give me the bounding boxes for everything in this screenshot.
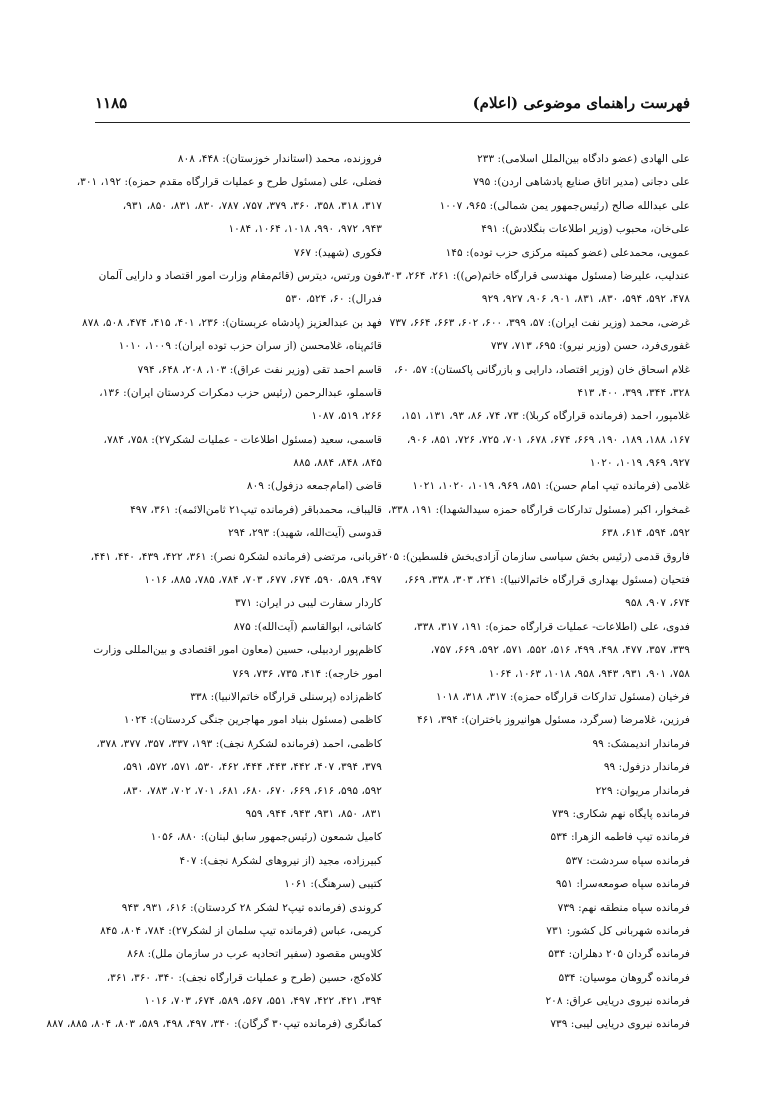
index-entry-line: ۹۲۷، ۹۶۹، ۱۰۱۹، ۱۰۲۰ bbox=[589, 457, 690, 470]
index-entry-line: فرمانده گروهان موسیان: ۵۳۴ bbox=[558, 971, 690, 984]
index-entry-line: غفوری‌فرد، حسن (وزیر نیرو): ۶۹۵، ۷۱۳، ۷۳۷ bbox=[490, 340, 690, 353]
index-entry-line: فدرال): ۶۰، ۵۲۴، ۵۳۰ bbox=[285, 293, 382, 306]
index-entry-line: فرزین، غلامرضا (سرگرد، مسئول هوانیروز باختران): ۳۹۴، ۴۶۱ bbox=[416, 714, 690, 727]
index-entry-line: قربانی، مرتضی (فرمانده لشکر۵ نصر): ۳۶۱، ۴۲۲، ۴۳۹، ۴۴۰، ۴۴۱، bbox=[90, 550, 382, 563]
index-entry-line: قالیباف، محمدباقر (فرمانده تیپ۲۱ ثامن‌الائمه): ۳۶۱، ۴۹۷ bbox=[130, 503, 382, 516]
index-entry-line: امور خارجه): ۴۱۴، ۷۳۵، ۷۳۶، ۷۶۹ bbox=[232, 667, 382, 680]
index-entry-line: فرمانده پایگاه نهم شکاری: ۷۳۹ bbox=[552, 807, 690, 820]
index-entry-line: ۳۳۹، ۳۵۷، ۴۷۷، ۴۹۸، ۴۹۹، ۵۱۶، ۵۵۲، ۵۷۱، ۵۹۲، ۶۶۹، ۷۵۷، bbox=[430, 644, 690, 657]
index-entry-line: فرمانده نیروی دریایی لیبی: ۷۳۹ bbox=[550, 1018, 690, 1031]
index-entry-line: قاسم احمد تقی (وزیر نفت عراق): ۱۰۳، ۲۰۸، ۶۴۸، ۷۹۴ bbox=[137, 363, 382, 376]
index-entry-line: غلامی (فرمانده تیپ امام حسن): ۸۵۱، ۹۶۹، ۱۰۱۹، ۱۰۲۰، ۱۰۲۱ bbox=[412, 480, 690, 493]
index-entry-line: علی الهادی (عضو دادگاه بین‌الملل اسلامی): ۲۳۳ bbox=[477, 153, 690, 165]
index-entry-line: کاظم‌پور اردبیلی، حسین (معاون امور اقتصادی و بین‌المللی وزارت bbox=[93, 644, 382, 657]
index-entry-line: کریمی، عباس (فرمانده تیپ سلمان از لشکر۲۷): ۷۸۴، ۸۰۴، ۸۴۵ bbox=[100, 924, 382, 937]
index-entry-line: فرمانده تیپ فاطمه الزهرا: ۵۳۴ bbox=[550, 831, 690, 844]
index-entry-line: فرمانده شهربانی کل کشور: ۷۳۱ bbox=[546, 924, 690, 937]
index-entry-line: قاضی (امام‌جمعه دزفول): ۸۰۹ bbox=[246, 480, 382, 493]
index-entry-line: قائم‌پناه، غلامحسن (از سران حزب توده ایران): ۱۰۰۹، ۱۰۱۰ bbox=[118, 340, 382, 353]
page-number: ۱۱۸۵ bbox=[95, 94, 128, 112]
index-entry-line: کبیرزاده، مجید (از نیروهای لشکر۸ نجف): ۴۰۷ bbox=[179, 854, 382, 867]
index-entry-line: فاروق قدمی (رئیس بخش سیاسی سازمان آزادی‌بخش فلسطین): ۲۰۵ bbox=[382, 550, 690, 563]
index-entry-line: ۱۶۷، ۱۸۸، ۱۸۹، ۱۹۰، ۶۶۹، ۶۷۴، ۶۷۸، ۷۰۱، ۷۲۵، ۷۲۶، ۸۵۱، ۹۰۶، bbox=[406, 433, 690, 446]
index-entry-line: ۹۴۳، ۹۷۲، ۹۹۰، ۱۰۱۸، ۱۰۶۴، ۱۰۸۴ bbox=[228, 223, 382, 236]
index-entry-line: فرمانده سپاه صومعه‌سرا: ۹۵۱ bbox=[555, 878, 690, 891]
index-entry-line: فکوری (شهید): ۷۶۷ bbox=[294, 246, 382, 259]
index-entry-line: ۸۴۵، ۸۴۸، ۸۸۴، ۸۸۵ bbox=[293, 457, 382, 470]
index-entry-line: کاظمی، احمد (فرمانده لشکر۸ نجف): ۱۹۳، ۳۳۷، ۳۵۷، ۳۷۷، ۳۷۸، bbox=[96, 737, 382, 750]
index-entry-line: کلاویس مقصود (سفیر اتحادیه عرب در سازمان ملل): ۸۶۸ bbox=[127, 948, 382, 961]
index-entry-line: ۵۹۲، ۵۹۵، ۶۱۶، ۶۶۹، ۶۷۰، ۶۸۰، ۶۸۱، ۷۰۱، ۷۰۲، ۷۸۳، ۸۳۰، bbox=[122, 784, 382, 797]
index-entry-line: علی‌خان، محبوب (وزیر اطلاعات بنگلادش): ۴۹۱ bbox=[481, 223, 690, 236]
index-entry-line: ۴۷۸، ۵۹۲، ۵۹۴، ۸۳۰، ۸۳۱، ۹۰۱، ۹۰۶، ۹۲۷، ۹۲۹ bbox=[481, 293, 690, 306]
index-entry-line: ۶۷۴، ۹۰۷، ۹۵۸ bbox=[625, 597, 690, 610]
index-entry-line: ۲۶۶، ۵۱۹، ۱۰۸۷ bbox=[311, 410, 382, 423]
index-entry-line: ۳۲۸، ۳۴۴، ۳۹۹، ۴۰۰، ۴۱۳ bbox=[577, 386, 690, 399]
index-entry-line: فضلی، علی (مسئول طرح و عملیات قرارگاه مقدم حمزه): ۱۹۲، ۳۰۱، bbox=[76, 176, 382, 189]
index-entry-line: ۴۹۷، ۵۸۹، ۵۹۰، ۶۷۴، ۶۷۷، ۷۰۳، ۷۸۴، ۷۸۵، ۸۸۵، ۱۰۱۶ bbox=[144, 574, 382, 587]
index-entry-line: علی دجانی (مدیر اتاق صنایع پادشاهی اردن): ۷۹۵ bbox=[473, 176, 690, 189]
index-entry-line: غرضی، محمد (وزیر نفت ایران): ۵۷، ۳۹۹، ۶۰۰، ۶۰۲، ۶۶۳، ۶۶۴، ۷۳۷ bbox=[389, 316, 690, 329]
index-entry-line: فرمانده نیروی دریایی عراق: ۲۰۸ bbox=[545, 995, 690, 1008]
index-entry-line: غلام اسحاق خان (وزیر اقتصاد، دارایی و بازرگانی پاکستان): ۵۷، ۶۰، bbox=[394, 363, 690, 376]
index-entry-line: فرماندار مریوان: ۲۲۹ bbox=[595, 784, 690, 797]
index-entry-line: کروندی (فرمانده تیپ۲ لشکر ۲۸ کردستان): ۶۱۶، ۹۳۱، ۹۴۳ bbox=[121, 901, 382, 914]
index-entry-line: فون ورتس، دیترس (قائم‌مقام وزارت امور اقتصاد و دارایی آلمان bbox=[98, 269, 382, 282]
index-entry-line: کاشانی، ابوالقاسم (آیت‌الله): ۸۷۵ bbox=[233, 620, 382, 633]
index-entry-line: فرمانده سپاه سردشت: ۵۳۷ bbox=[565, 854, 690, 867]
index-entry-line: ۳۱۷، ۳۱۸، ۳۵۸، ۳۶۰، ۳۷۹، ۷۵۷، ۷۸۷، ۸۳۰، ۸۳۱، ۸۵۰، ۹۳۱، bbox=[122, 199, 382, 212]
index-entry-line: ۳۷۹، ۳۹۴، ۴۰۷، ۴۴۲، ۴۴۳، ۴۴۴، ۴۶۲، ۵۳۰، ۵۷۱، ۵۷۲، ۵۹۱، bbox=[122, 761, 382, 774]
index-entry-line: فرخیان (مسئول تدارکات قرارگاه حمزه): ۳۱۷، ۳۱۸، ۱۰۱۸ bbox=[435, 690, 690, 703]
index-entry-line: کمانگری (فرمانده تیپ۳۰ گرگان): ۳۴۰، ۴۹۷، ۴۹۸، ۵۸۹، ۸۰۳، ۸۰۴، ۸۸۵، ۸۸۷ bbox=[46, 1018, 382, 1031]
index-entry-line: کاظمی (مسئول بنیاد امور مهاجرین جنگی کردستان): ۱۰۲۴ bbox=[123, 714, 382, 727]
index-entry-line: فرمانده سپاه منطقه نهم: ۷۳۹ bbox=[557, 901, 690, 914]
index-entry-line: فدوی، علی (اطلاعات- عملیات قرارگاه حمزه): ۱۹۱، ۳۱۷، ۳۳۸، bbox=[413, 620, 690, 633]
index-entry-line: کاردار سفارت لیبی در ایران: ۳۷۱ bbox=[235, 597, 382, 610]
index-entry-line: ۸۳۱، ۸۵۰، ۹۳۱، ۹۴۳، ۹۴۴، ۹۵۹ bbox=[245, 807, 382, 820]
index-entry-line: کامیل شمعون (رئیس‌جمهور سابق لبنان): ۸۸۰، ۱۰۵۶ bbox=[150, 831, 382, 844]
index-entry-line: فرماندار اندیمشک: ۹۹ bbox=[592, 737, 690, 750]
index-entry-line: عمویی، محمدعلی (عضو کمیته مرکزی حزب توده): ۱۴۵ bbox=[445, 246, 690, 259]
index-entry-line: کلاه‌کج، حسین (طرح و عملیات قرارگاه نجف): ۳۴۰، ۳۶۰، ۳۶۱، bbox=[106, 971, 382, 984]
page-title: فهرست راهنمای موضوعی (اعلام) bbox=[472, 94, 690, 112]
index-entry-line: قاسمی، سعید (مسئول اطلاعات - عملیات لشکر۲۷): ۷۵۸، ۷۸۴، bbox=[103, 433, 382, 446]
page-header bbox=[95, 94, 690, 118]
index-entry-line: فروزنده، محمد (استاندار خوزستان): ۴۴۸، ۸۰۸ bbox=[177, 153, 382, 165]
index-entry-line: غمخوار، اکبر (مسئول تدارکات قرارگاه حمزه سیدالشهدا): ۱۹۱، ۳۳۸، bbox=[387, 503, 690, 516]
index-entry-line: کاظم‌زاده (پرسنلی قرارگاه خاتم‌الانبیا): ۳۳۸ bbox=[190, 690, 382, 703]
index-entry-line: قدوسی (آیت‌الله، شهید): ۲۹۳، ۲۹۴ bbox=[228, 527, 382, 540]
index-entry-line: کتیبی (سرهنگ): ۱۰۶۱ bbox=[284, 878, 382, 891]
index-entry-line: ۳۹۴، ۴۲۱، ۴۲۲، ۴۹۷، ۵۵۱، ۵۶۷، ۵۸۹، ۶۷۴، ۷۰۳، ۱۰۱۶ bbox=[144, 995, 382, 1008]
index-column-right bbox=[381, 148, 690, 1037]
index-entry-line: غلامپور، احمد (فرمانده قرارگاه کربلا): ۷۳، ۷۴، ۸۶، ۹۳، ۱۳۱، ۱۵۱، bbox=[401, 410, 690, 423]
index-entry-line: فتحیان (مسئول بهداری قرارگاه خاتم‌الانبیا): ۲۴۱، ۳۰۳، ۳۳۸، ۶۶۹، bbox=[404, 574, 690, 587]
index-entry-line: قاسملو، عبدالرحمن (رئیس حزب دمکرات کردستان ایران): ۱۳۶، bbox=[99, 386, 382, 399]
index-entry-line: فرماندار دزفول: ۹۹ bbox=[603, 761, 690, 774]
index-entry-line: عندلیب، علیرضا (مسئول مهندسی قرارگاه خاتم(ص)): ۲۶۱، ۲۶۴، ۳۰۳، bbox=[381, 269, 690, 282]
index-entry-line: ۵۹۲، ۵۹۴، ۶۱۴، ۶۳۸ bbox=[601, 527, 690, 540]
index-entry-line: علی عبدالله صالح (رئیس‌جمهور یمن شمالی): ۹۶۵، ۱۰۰۷ bbox=[439, 199, 690, 212]
index-column-left bbox=[46, 148, 382, 1037]
index-entry-line: فرمانده گردان ۲۰۵ دهلران: ۵۳۴ bbox=[548, 948, 690, 961]
index-entry-line: ۷۵۸، ۹۰۱، ۹۳۱، ۹۴۳، ۹۵۸، ۱۰۱۸، ۱۰۶۳، ۱۰۶۴ bbox=[488, 667, 690, 680]
header-rule bbox=[95, 122, 690, 123]
index-entry-line: فهد بن عبدالعزیز (پادشاه عربستان): ۲۳۶، ۴۰۱، ۴۱۵، ۴۷۴، ۵۰۸، ۸۷۸ bbox=[82, 316, 382, 329]
